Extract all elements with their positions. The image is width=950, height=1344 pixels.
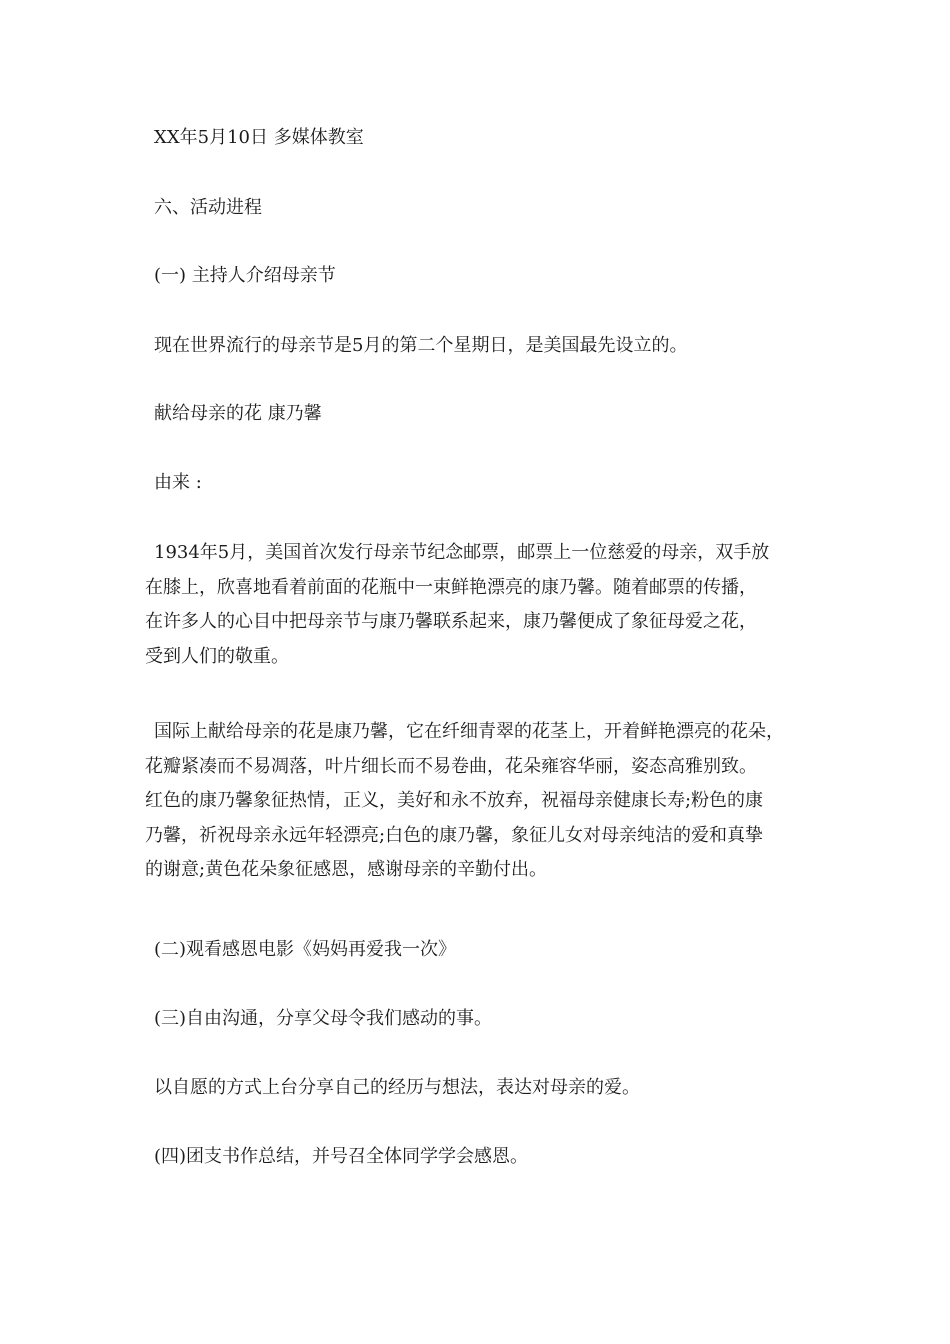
paragraph-line: 在膝上，欣喜地看着前面的花瓶中一束鲜艳漂亮的康乃馨。随着邮票的传播， <box>145 576 757 598</box>
origin-paragraph <box>145 536 817 674</box>
paragraph-line: 在许多人的心目中把母亲节与康乃馨联系起来，康乃馨便成了象征母爱之花， <box>145 611 757 632</box>
flower-title: 献给母亲的花 康乃馨 <box>154 403 322 424</box>
item-heading-3: (三)自由沟通，分享父母令我们感动的事。 <box>154 1008 493 1029</box>
item-heading-1: (一) 主持人介绍母亲节 <box>154 265 336 286</box>
origin-label: 由来 : <box>154 472 202 493</box>
intro-paragraph: 现在世界流行的母亲节是5月的第二个星期日，是美国最先设立的。 <box>154 335 688 356</box>
item-heading-4: (四)团支书作总结，并号召全体同学学会感恩。 <box>154 1146 529 1167</box>
section-heading: 六、活动进程 <box>154 197 262 218</box>
paragraph-line: 1934年5月，美国首次发行母亲节纪念邮票，邮票上一位慈爱的母亲，双手放 <box>154 542 770 563</box>
paragraph-line: 的谢意;黄色花朵象征感恩，感谢母亲的辛勤付出。 <box>145 859 548 880</box>
date-location-line: XX年5月10日 多媒体教室 <box>154 127 364 148</box>
item-heading-2: (二)观看感恩电影《妈妈再爱我一次》 <box>154 939 457 960</box>
paragraph-line: 花瓣紧凑而不易凋落，叶片细长而不易卷曲，花朵雍容华丽，姿态高雅别致。 <box>145 755 757 777</box>
paragraph-line: 国际上献给母亲的花是康乃馨，它在纤细青翠的花茎上，开着鲜艳漂亮的花朵， <box>154 721 784 742</box>
share-paragraph: 以自愿的方式上台分享自己的经历与想法，表达对母亲的爱。 <box>154 1077 640 1098</box>
paragraph-line: 受到人们的敬重。 <box>145 645 289 667</box>
meaning-paragraph <box>145 715 817 888</box>
paragraph-line: 乃馨，祈祝母亲永远年轻漂亮;白色的康乃馨，象征儿女对母亲纯洁的爱和真挚 <box>145 824 764 846</box>
paragraph-line: 红色的康乃馨象征热情，正义，美好和永不放弃，祝福母亲健康长寿;粉色的康 <box>145 790 764 811</box>
